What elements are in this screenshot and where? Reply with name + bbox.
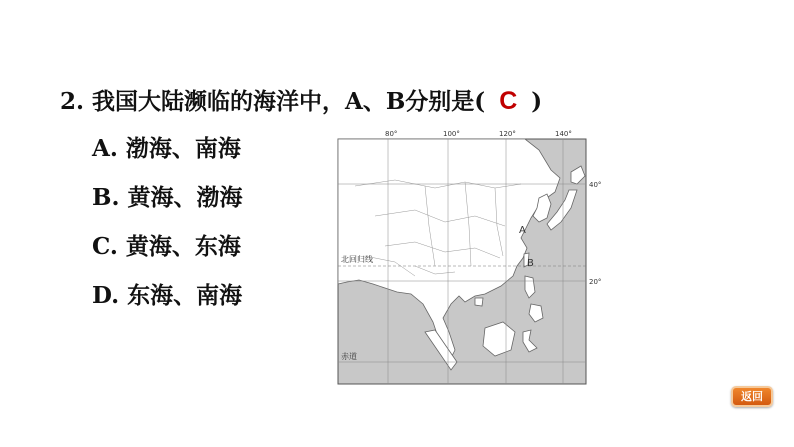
marker-a: A	[519, 225, 526, 236]
question-suffix: )	[531, 88, 543, 115]
question-prefix: 2. 我国大陆濒临的海洋中，A、B分别是(	[60, 88, 486, 115]
option-a: A. 渤海、南海	[92, 135, 241, 162]
equator-label: 赤道	[341, 352, 357, 361]
tropic-label: 北回归线	[341, 255, 373, 264]
option-b: B. 黄海、渤海	[92, 184, 243, 211]
east-asia-map	[325, 126, 615, 388]
answer-letter: C	[499, 87, 518, 115]
marker-b: B	[527, 258, 534, 269]
lat-label-20: 20°	[589, 278, 602, 286]
lon-label-100: 100°	[443, 130, 460, 138]
lat-label-40: 40°	[589, 181, 602, 189]
option-c: C. 黄海、东海	[92, 233, 241, 260]
lon-label-80: 80°	[385, 130, 398, 138]
question-text	[60, 84, 542, 119]
hainan-island	[475, 298, 483, 306]
lon-label-140: 140°	[555, 130, 572, 138]
lon-label-120: 120°	[499, 130, 516, 138]
back-button[interactable]: 返回	[731, 386, 773, 407]
option-d: D. 东海、南海	[92, 282, 243, 309]
